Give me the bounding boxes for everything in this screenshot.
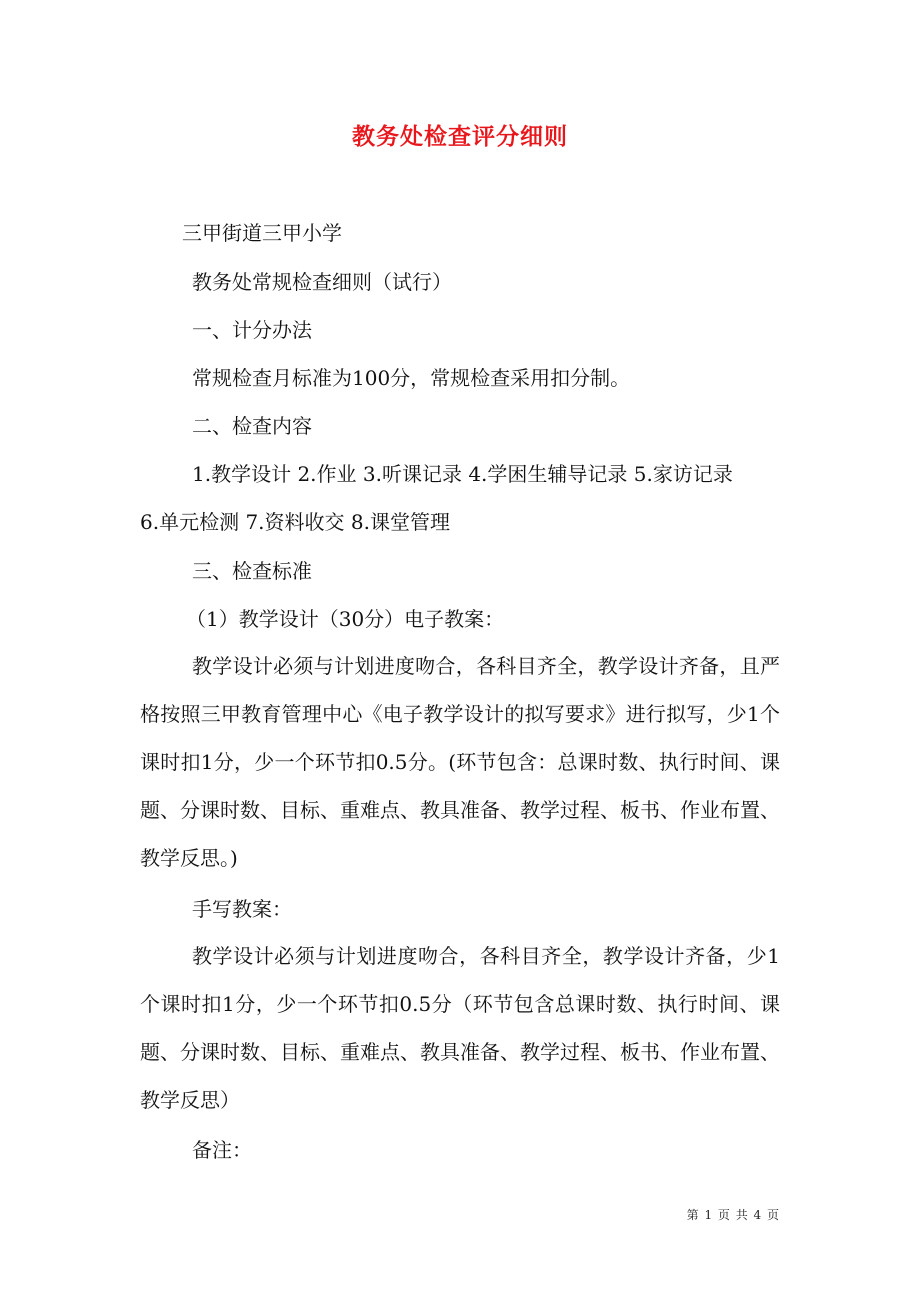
handwritten-paragraph: 教学设计必须与计划进度吻合，各科目齐全，教学设计齐备，少1个课时扣1分，少一个环节扣0.5分（环节包含总课时数、执行时间、课题、分课时数、目标、重难点、教具准备、教学过程、板书、作业布置、教学反思）	[140, 944, 780, 1112]
school-name: 三甲街道三甲小学	[182, 221, 342, 245]
section-1-heading: 一、计分办法	[192, 318, 312, 342]
document-title: 教务处检查评分细则	[352, 123, 568, 150]
item-1-heading: （1）教学设计（30分）电子教案：	[186, 607, 505, 631]
section-2-heading: 二、检查内容	[192, 414, 312, 438]
section-2-items-line-1: 1.教学设计 2.作业 3.听课记录 4.学困生辅导记录 5.家访记录	[192, 462, 733, 486]
section-1-text: 常规检查月标准为100分，常规检查采用扣分制。	[192, 366, 631, 390]
section-2-items-line-2: 6.单元检测 7.资料收交 8.课堂管理	[140, 510, 450, 534]
handwritten-heading: 手写教案：	[192, 897, 292, 921]
document-subtitle: 教务处常规检查细则（试行）	[192, 270, 452, 294]
item-1-paragraph: 教学设计必须与计划进度吻合，各科目齐全，教学设计齐备，且严格按照三甲教育管理中心《电子教学设计的拟写要求》进行拟写，少1个课时扣1分，少一个环节扣0.5分。(环节包含：总课时数、执行时间、课题、分课时数、目标、重难点、教具准备、教学过程、板书、作业布置、教学反思。)	[140, 654, 780, 870]
page-number: 第 1 页 共 4 页	[686, 1208, 780, 1222]
note-heading: 备注：	[192, 1138, 252, 1162]
section-3-heading: 三、检查标准	[192, 559, 312, 583]
